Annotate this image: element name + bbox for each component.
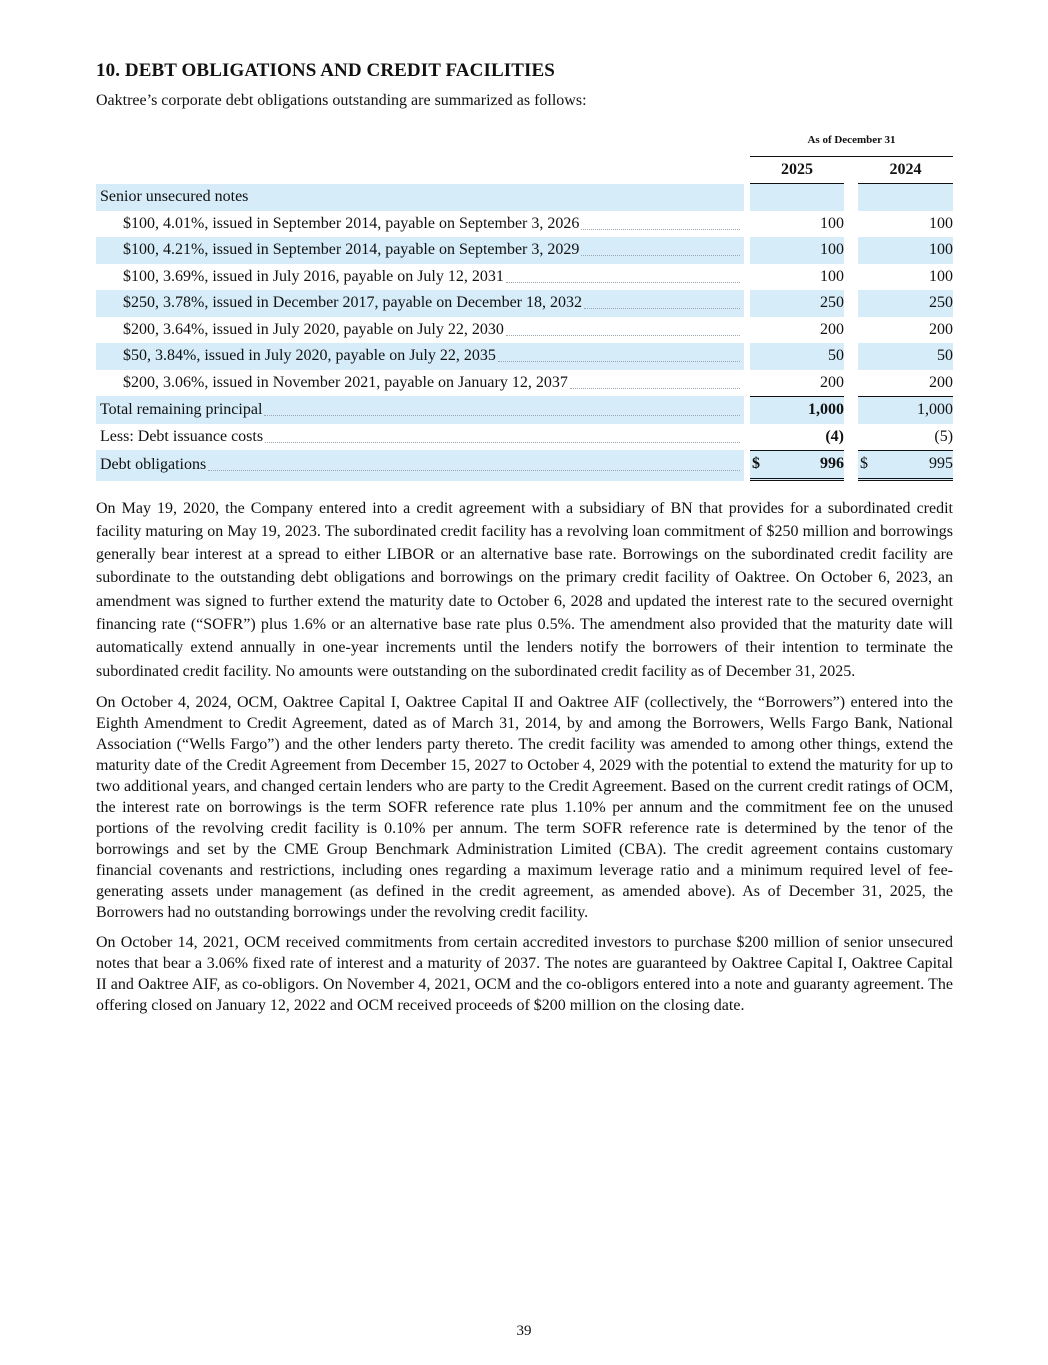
value-2024: 100 [929,267,954,285]
value-2025: 100 [820,214,844,232]
table-row [96,290,953,317]
value-2024: 250 [874,290,953,317]
value-2025: 100 [766,237,844,264]
paragraph-credit-agreement: On October 4, 2024, OCM, Oaktree Capital I, Oaktree Capital II and Oaktree AIF (collectively, the “Borrowers”) entered into the Eighth Amendment to Credit Agreement, dated as of March 31, 2014, by and among the Borrowers, Wells Fargo Bank, National Association (“Wells Fargo”) and the other lenders party thereto. The credit facility was amended to among other things, extend the maturity date of the Credit Agreement from December 15, 2027 to October 4, 2029 with the potential to extend the maturity for up to two additional years, and changed certain lenders who are party to the Credit Agreement. Based on the current credit ratings of OCM, the interest rate on borrowings is the term SOFR reference rate plus 1.10% per annum and the commitment fee on the unused portions of the revolving credit facility is 0.10% per annum. The term SOFR reference rate is determined by the tenor of the borrowings and set by the CME Group Benchmark Administration Limited (CBA). The credit agreement contains customary financial covenants and restrictions, including ones regarding a maximum leverage ratio and a minimum required level of fee-generating assets under management (as defined in the credit agreement, as amended above). As of December 31, 2025, the Borrowers had no outstanding borrowings under the revolving credit facility. [96,693,953,921]
row-label: $200, 3.06%, issued in November 2021, payable on January 12, 2037 [123,373,568,391]
row-label: $100, 3.69%, issued in July 2016, payable on July 12, 2031 [123,267,504,285]
section-title: 10. DEBT OBLIGATIONS AND CREDIT FACILITIES [96,60,555,81]
net-2025: 996 [766,450,844,481]
page-number: 39 [516,1323,532,1339]
table-row-net [96,450,953,481]
total-2024: 1,000 [874,396,953,424]
table-header-group-row [96,127,953,157]
currency-symbol-2024: $ [858,450,874,481]
document-page [96,56,953,1016]
value-2025: 50 [766,343,844,370]
value-2025: 200 [820,320,844,338]
category-label: Senior unsecured notes [100,188,249,206]
row-label: $200, 3.64%, issued in July 2020, payable on July 22, 2030 [123,320,504,338]
table-row-less [96,424,953,451]
section-intro: Oaktree’s corporate debt obligations outstanding are summarized as follows: [96,92,587,109]
total-label: Total remaining principal [100,400,263,418]
table-row [96,343,953,370]
header-year-2024: 2024 [858,157,953,185]
header-year-2025: 2025 [750,157,844,185]
row-label: $100, 4.01%, issued in September 2014, payable on September 3, 2026 [123,214,580,232]
table-row-category [96,184,953,211]
table-row [96,211,953,238]
net-label: Debt obligations [100,456,207,474]
table-header-years-row [96,157,953,185]
total-2025: 1,000 [766,396,844,424]
row-label: $100, 4.21%, issued in September 2014, payable on September 3, 2029 [123,241,580,259]
value-2024: 100 [874,237,953,264]
net-2024: 995 [874,450,953,481]
value-2025: 200 [820,373,844,391]
value-2024: 100 [929,214,954,232]
value-2024: 50 [874,343,953,370]
header-as-of: As of December 31 [750,127,953,157]
table-row [96,237,953,264]
paragraph-subordinated-facility: On May 19, 2020, the Company entered into a credit agreement with a subsidiary of BN that provides for a subordinated credit facility maturing on May 19, 2023. The subordinated credit facility has a revolving loan commitment of $250 million and borrowings generally bear interest at a spread to either LIBOR or an alternative base rate. Borrowings on the subordinated credit facility are subordinate to the outstanding debt obligations and borrowings on the primary credit facility of Oaktree. On October 6, 2023, an amendment was signed to further extend the maturity date to October 6, 2028 and updated the interest rate to the secured overnight financing rate (“SOFR”) plus 1.6% or an alternative base rate plus 0.5%. The amendment also provided that the maturity date will automatically extend annually in one-year increments until the lenders notify the borrowers of their intention to terminate the subordinated credit facility. No amounts were outstanding on the subordinated credit facility as of December 31, 2025. [96,499,953,680]
value-2024: 200 [929,373,954,391]
table-row [96,264,953,291]
value-2025: 250 [766,290,844,317]
value-2025: 100 [820,267,844,285]
table-row [96,317,953,344]
less-2025: (4) [825,427,844,445]
less-2024: (5) [934,427,954,445]
table-row-total [96,396,953,424]
debt-obligations-table [96,127,953,481]
row-label: $250, 3.78%, issued in December 2017, payable on December 18, 2032 [123,294,582,312]
currency-symbol-2025: $ [750,450,766,481]
paragraph-senior-notes: On October 14, 2021, OCM received commitments from certain accredited investors to purchase $200 million of senior unsecured notes that bear a 3.06% fixed rate of interest and a maturity of 2037. The notes are guaranteed by Oaktree Capital I, Oaktree Capital II and Oaktree AIF, as co-obligors. On November 4, 2021, OCM and the co-obligors entered into a note and guaranty agreement. The offering closed on January 12, 2022 and OCM received proceeds of $200 million on the closing date. [96,933,953,1014]
value-2024: 200 [929,320,954,338]
table-row [96,370,953,397]
less-label: Less: Debt issuance costs [100,427,264,445]
row-label: $50, 3.84%, issued in July 2020, payable on July 22, 2035 [123,347,496,365]
